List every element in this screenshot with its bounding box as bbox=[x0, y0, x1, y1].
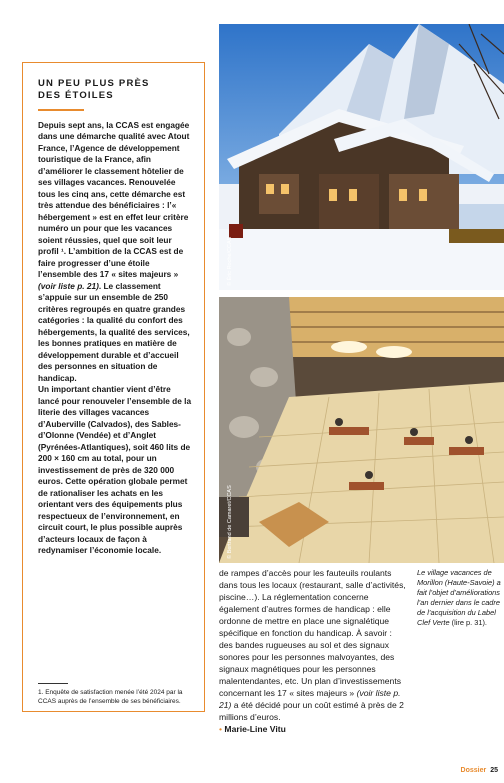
article-author: Marie-Line Vitu bbox=[224, 724, 286, 734]
footnote: 1. Enquête de satisfaction menée l’été 2024 par la CCAS auprès de l’ensemble de ses bénéficiaires. bbox=[38, 689, 183, 705]
article-body-continued: de rampes d’accès pour les fauteuils roulants dans tous les locaux (restaurant, salle d’activités, piscine…). La réglementation concerne également d’autres formes de handicap : elle ordonne de mettre en place une signalétique spécifique en fonction du handicap. À savoir : des bandes rugueuses au sol et des signaux sonores pour les personnes malvoyantes, des signaux magnétiques pour les personnes malentendantes, etc. Un plan d’investissements concernant les 17 « sites majeurs » (voir liste p. 21) a été décidé pour un coût estimé à près de 2 millions d’euros. • Marie-Line Vitu bbox=[219, 568, 406, 734]
chalet-photo bbox=[219, 24, 504, 290]
sidebar-body-paragraph-2: Un important chantier vient d’être lancé pour renouveler l’ensemble de la literie des villages vacances d’Auberville (Calvados), des Sables-d’Olonne (Vendée) et d’Anglet (Pyrénées-Atlantiques), soit 460 lits de 200 × 160 cm au total, pour un investissement de près de 320 000 euros. Cette opération globale permet de rationaliser les achats en les orientant vers des équipements plus respectueux de l’environnement, en circuit court, le plus possible auprès d’acteurs locaux de façon à redynamiser l’économie locale. bbox=[38, 384, 192, 555]
photo-caption: Le village vacances de Morillon (Haute-Savoie) a fait l’objet d’améliorations l’an dernier dans le cadre de l’acquisition du Label Clef Verte (lire p. 31). bbox=[417, 568, 501, 627]
footnote-rule bbox=[38, 683, 68, 684]
sidebar-title-rule bbox=[38, 109, 84, 111]
sidebar-title: UN PEU PLUS PRÈS DES ÉTOILES bbox=[38, 78, 150, 101]
page-number: 25 bbox=[490, 767, 498, 774]
sidebar-box bbox=[22, 62, 205, 712]
sidebar-body-paragraph-1: Depuis sept ans, la CCAS est engagée dans une démarche qualité avec Atout France, l’Agence de développement touristique de la France, afin d’améliorer le classement hôtelier de ses villages vacances. Renouvelée tous les cinq ans, cette démarche est très attendue des bénéficiaires : l’« hébergement » est en effet leur critère numéro un pour que les vacances soient réussies, quel que soit leur profil ¹. L’ambition de la CCAS est de faire progresser d’une étoile l’ensemble des 17 « sites majeurs » (voir liste p. 21). Le classement s’appuie sur un ensemble de 250 critères regroupés en quatre grandes catégories : la qualité du confort des hébergements, la qualité des services, les bonnes pratiques en matière de développement durable et d’accueil des personnes en situation de handicap. bbox=[38, 119, 190, 383]
photo-credit-1: © Éric Roche/CCAS bbox=[227, 236, 233, 286]
folio-section: Dossier bbox=[460, 767, 487, 774]
page-folio bbox=[461, 767, 498, 774]
lobby-photo bbox=[219, 297, 504, 563]
author-bullet: • bbox=[219, 724, 223, 734]
photo-credit-2: © Bertrand de Camaret/CCAS bbox=[227, 485, 233, 559]
